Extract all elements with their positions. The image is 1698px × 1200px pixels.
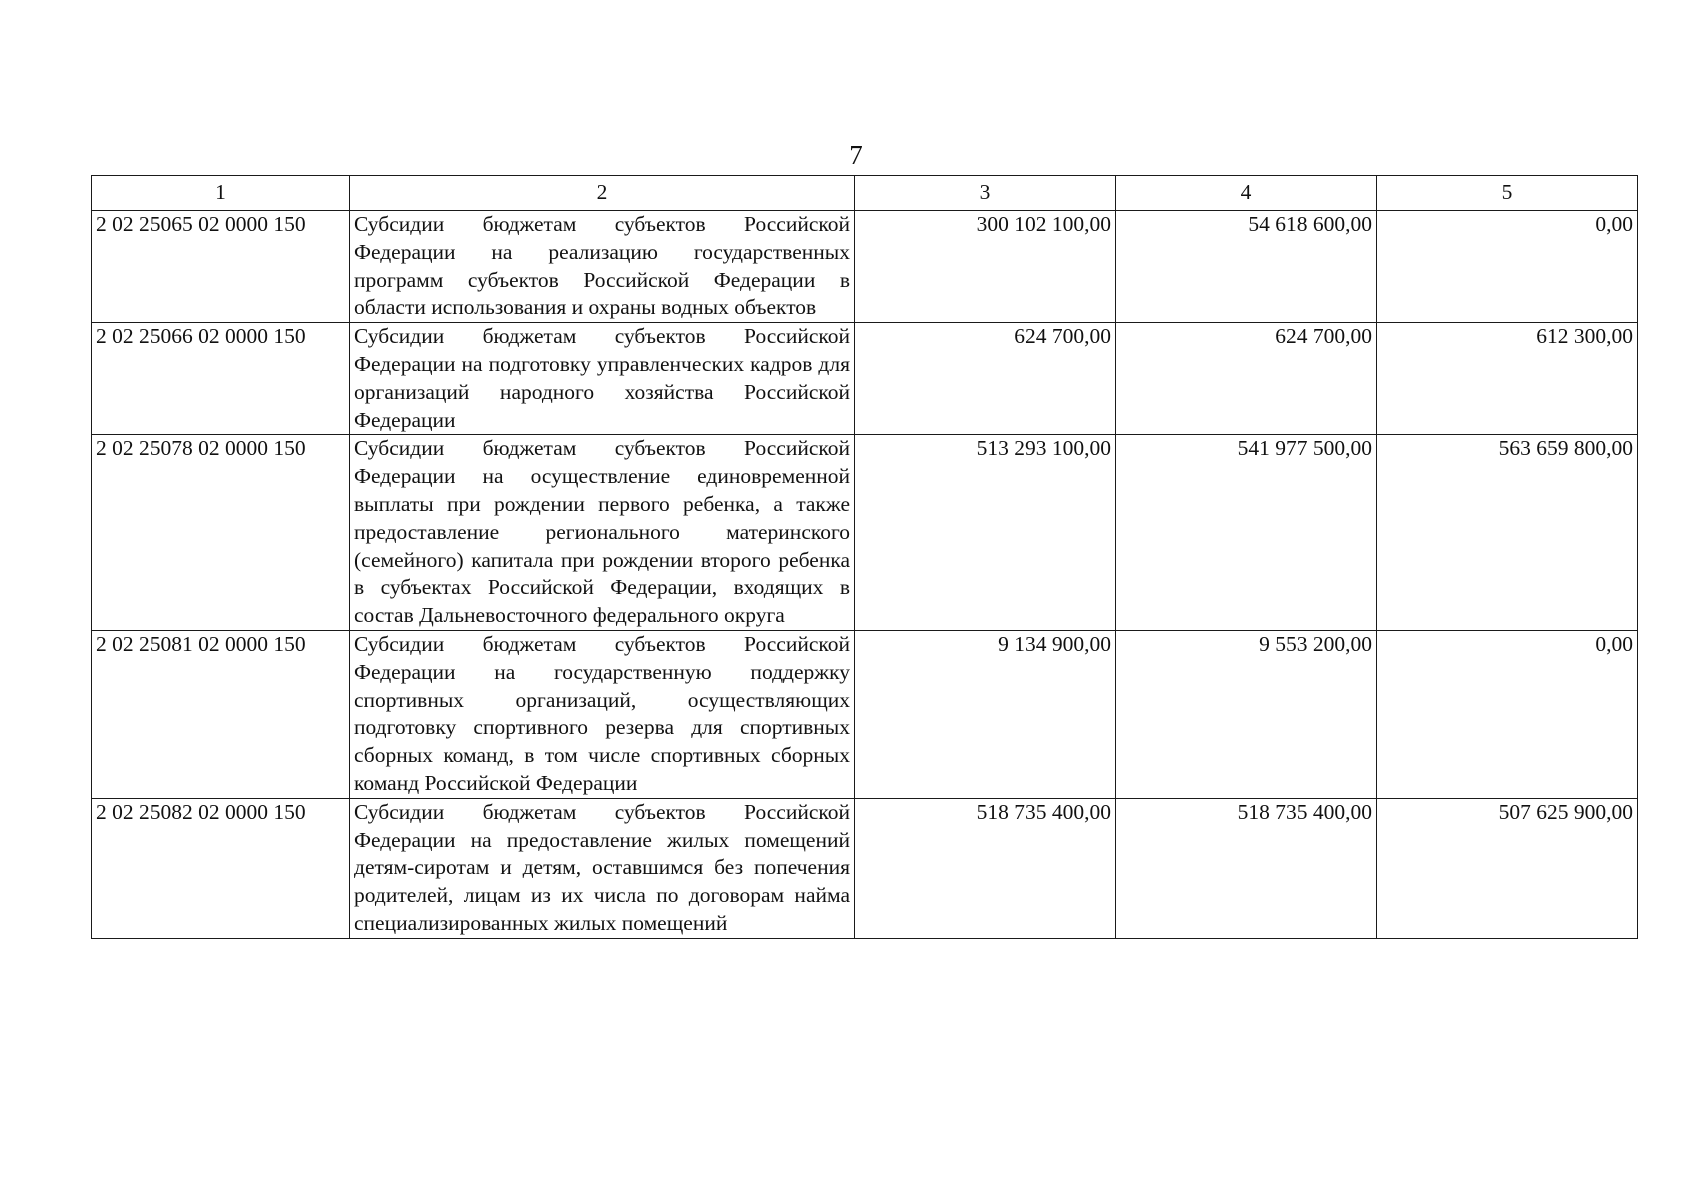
budget-table [91,175,1638,939]
amount-col4-cell: 9 553 200,00 [1116,630,1377,798]
amount-col5-cell: 612 300,00 [1377,323,1638,435]
budget-code-cell: 2 02 25081 02 0000 150 [92,630,350,798]
table-row [92,798,1638,938]
header-cell-1: 1 [92,176,350,211]
description-cell: Субсидии бюджетам субъектов Российской Федерации на реализацию государственных программ субъектов Российской Федерации в области использования и охраны водных объектов [350,211,855,323]
amount-col4-cell: 518 735 400,00 [1116,798,1377,938]
amount-col4-cell: 624 700,00 [1116,323,1377,435]
budget-code-cell: 2 02 25082 02 0000 150 [92,798,350,938]
amount-col5-cell: 0,00 [1377,211,1638,323]
amount-col4-cell: 541 977 500,00 [1116,435,1377,631]
header-cell-3: 3 [855,176,1116,211]
amount-col3-cell: 300 102 100,00 [855,211,1116,323]
amount-col3-cell: 518 735 400,00 [855,798,1116,938]
amount-col5-cell: 507 625 900,00 [1377,798,1638,938]
header-cell-2: 2 [350,176,855,211]
header-row [92,176,1638,211]
table-row [92,435,1638,631]
amount-col5-cell: 0,00 [1377,630,1638,798]
amount-col3-cell: 513 293 100,00 [855,435,1116,631]
page-number: 7 [849,140,863,170]
table-row [92,211,1638,323]
table-row [92,630,1638,798]
amount-col3-cell: 624 700,00 [855,323,1116,435]
description-cell: Субсидии бюджетам субъектов Российской Федерации на подготовку управленческих кадров для организаций народного хозяйства Российской Федерации [350,323,855,435]
table-row [92,323,1638,435]
budget-code-cell: 2 02 25066 02 0000 150 [92,323,350,435]
budget-code-cell: 2 02 25065 02 0000 150 [92,211,350,323]
budget-code-cell: 2 02 25078 02 0000 150 [92,435,350,631]
header-cell-5: 5 [1377,176,1638,211]
description-cell: Субсидии бюджетам субъектов Российской Федерации на осуществление единовременной выплаты при рождении первого ребенка, а также предоставление регионального материнского (семейного) капитала при рождении второго ребенка в субъектах Российской Федерации, входящих в состав Дальневосточного федерального округа [350,435,855,631]
description-cell: Субсидии бюджетам субъектов Российской Федерации на предоставление жилых помещений детям-сиротам и детям, оставшимся без попечения родителей, лицам из их числа по договорам найма специализированных жилых помещений [350,798,855,938]
amount-col5-cell: 563 659 800,00 [1377,435,1638,631]
header-cell-4: 4 [1116,176,1377,211]
amount-col3-cell: 9 134 900,00 [855,630,1116,798]
description-cell: Субсидии бюджетам субъектов Российской Федерации на государственную поддержку спортивных организаций, осуществляющих подготовку спортивного резерва для спортивных сборных команд, в том числе спортивных сборных команд Российской Федерации [350,630,855,798]
amount-col4-cell: 54 618 600,00 [1116,211,1377,323]
